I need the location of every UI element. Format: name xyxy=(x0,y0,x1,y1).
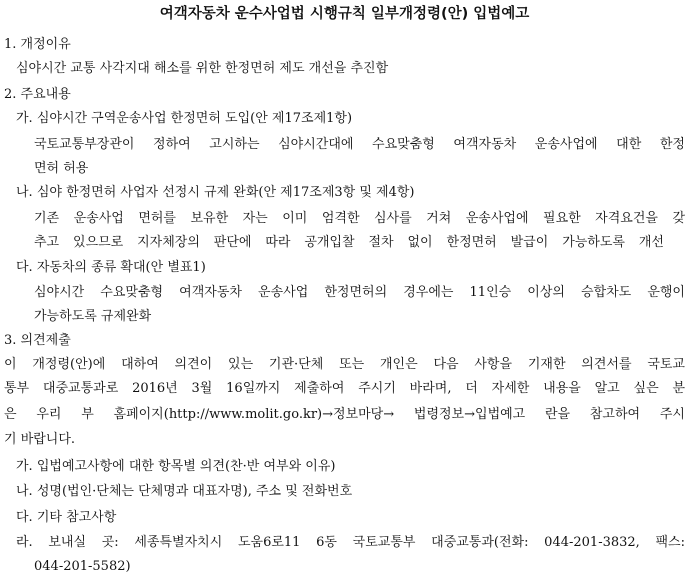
item-a-line: 면허 허용 xyxy=(34,161,89,176)
submission-item: 나. 성명(법인·단체는 단체명과 대표자명), 주소 및 전화번호 xyxy=(16,484,353,499)
section-heading-main: 2. 주요내용 xyxy=(4,87,71,102)
submission-fax-number: 044-201-5582) xyxy=(34,559,131,574)
document-title: 여객자동차 운수사업법 시행규칙 일부개정령(안) 입법예고 xyxy=(159,6,530,22)
submission-item: 가. 입법예고사항에 대한 항목별 의견(찬·반 여부와 이유) xyxy=(16,459,336,474)
item-a-line: 국토교통부장관이 정하여 고시하는 심야시간대에 수요맞춤형 여객자동차 운송사업에 대한 한정 xyxy=(34,137,685,152)
section-heading-submission: 3. 의견제출 xyxy=(4,333,71,348)
item-b-line: 기존 운송사업 면허를 보유한 자는 이미 엄격한 심사를 거쳐 운송사업에 필요한 자격요건을 갖 xyxy=(34,211,685,226)
item-c-line: 심야시간 수요맞춤형 여객자동차 운송사업 한정면허의 경우에는 11인승 이상의 승합차도 운행이 xyxy=(34,285,685,300)
item-c-line: 가능하도록 규제완화 xyxy=(34,309,152,324)
item-c-title: 다. 자동차의 종류 확대(안 별표1) xyxy=(16,260,206,275)
section-heading-reason: 1. 개정이유 xyxy=(4,37,71,52)
submission-line: 기 바랍니다. xyxy=(4,432,76,447)
item-a-title: 가. 심야시간 구역운송사업 한정면허 도입(안 제17조제1항) xyxy=(16,111,353,126)
submission-item: 다. 기타 참고사항 xyxy=(16,510,117,525)
item-b-title: 나. 심야 한정면허 사업자 선정시 규제 완화(안 제17조제3항 및 제4항) xyxy=(16,185,415,200)
submission-line: 이 개정령(안)에 대하여 의견이 있는 기관·단체 또는 개인은 다음 사항을 기재한 의견서를 국토교 xyxy=(4,357,685,372)
submission-line: 은 우리 부 홈페이지(http://www.molit.go.kr)→정보마당→ 법령정보→입법예고 란을 참고하여 주시 xyxy=(4,407,685,422)
submission-line: 통부 대중교통과로 2016년 3월 16일까지 제출하여 주시기 바라며, 더 자세한 내용을 알고 싶은 분 xyxy=(4,381,685,396)
item-b-line: 추고 있으므로 지자체장의 판단에 따라 공개입찰 절차 없이 한정면허 발급이 가능하도록 개선 xyxy=(34,235,664,250)
submission-item-address: 라. 보내실 곳: 세종특별자치시 도움6로11 6동 국토교통부 대중교통과(전화: 044-201-3832, 팩스: xyxy=(16,535,685,550)
reason-body: 심야시간 교통 사각지대 해소를 위한 한정면허 제도 개선을 추진함 xyxy=(16,61,389,76)
